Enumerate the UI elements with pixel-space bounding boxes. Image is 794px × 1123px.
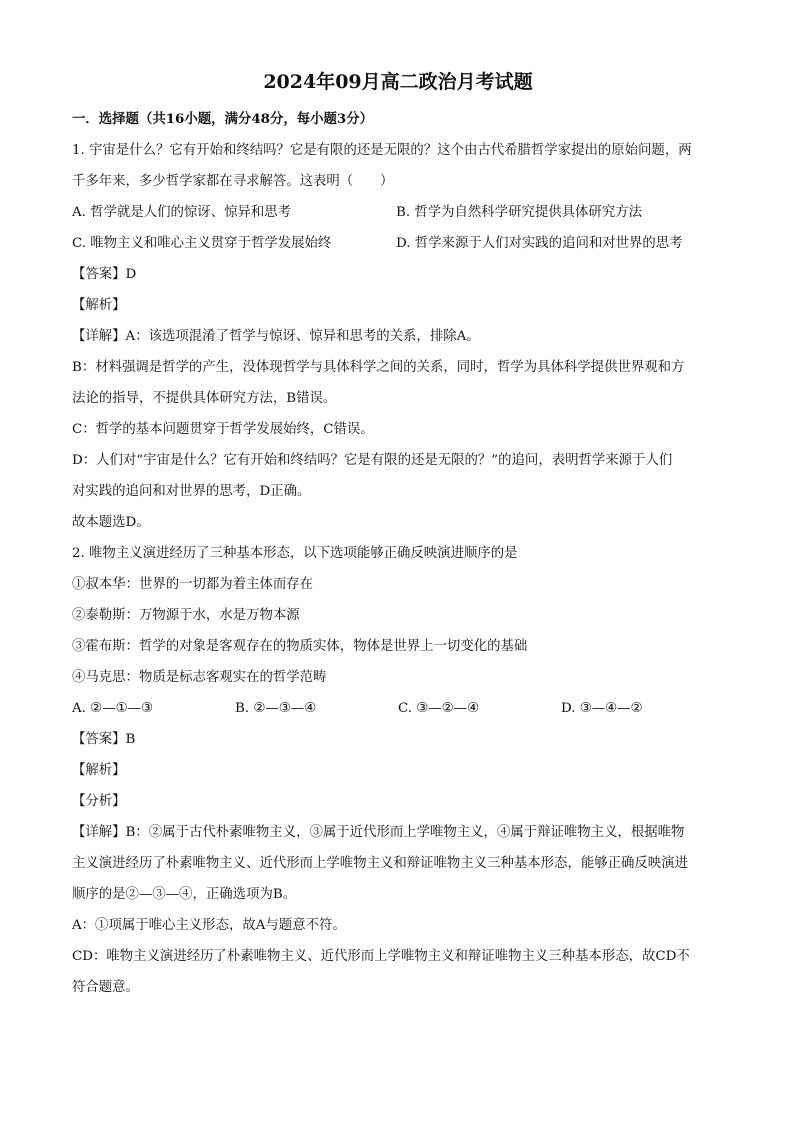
detail-c: C：哲学的基本问题贯穿于哲学发展始终，C错误。 — [72, 422, 374, 437]
detail-cd: 符合题意。 — [72, 980, 139, 995]
question-stem: 千多年来，多少哲学家都在寻求解答。这表明（ ） — [72, 174, 394, 189]
analysis-label: 【解析】 — [72, 763, 126, 778]
detail-b: 法论的指导，不提供具体研究方法，B错误。 — [72, 391, 337, 406]
answer: 【答案】D — [72, 267, 137, 282]
conclusion: 故本题选D。 — [72, 515, 150, 530]
page-title: 2024年09月高二政治月考试题 — [263, 71, 533, 93]
detail-b: 顺序的是②—③—④，正确选项为B。 — [72, 887, 297, 902]
question-stem: 1. 宇宙是什么？它有开始和终结吗？它是有限的还是无限的？这个由古代希腊哲学家提出的原始问题，两 — [72, 143, 692, 158]
option-c: C. ③—②—④ — [398, 701, 480, 716]
section-heading: 一．选择题（共16小题，满分48分，每小题3分） — [72, 111, 374, 127]
statement-item: ④马克思：物质是标志客观实在的哲学范畴 — [72, 670, 327, 685]
detail-a: A：①项属于唯心主义形态，故A与题意不符。 — [72, 918, 346, 933]
detail-a: 【详解】A：该选项混淆了哲学与惊讶、惊异和思考的关系，排除A。 — [72, 329, 480, 344]
option-a: A. ②—①—③ — [72, 701, 153, 716]
option-b: B. 哲学为自然科学研究提供具体研究方法 — [396, 205, 642, 220]
option-d: D. 哲学来源于人们对实践的追问和对世界的思考 — [396, 236, 683, 251]
analysis-label: 【解析】 — [72, 298, 126, 313]
detail-b: 主义演进经历了朴素唯物主义、近代形而上学唯物主义和辩证唯物主义三种基本形态，能够正确反映演进 — [72, 856, 688, 871]
option-b: B. ②—③—④ — [235, 701, 317, 716]
detail-b: B：材料强调是哲学的产生，没体现哲学与具体科学之间的关系，同时，哲学为具体科学提供世界观和方 — [72, 360, 685, 375]
breakdown-label: 【分析】 — [72, 794, 126, 809]
options-row — [72, 228, 724, 259]
detail-b: 【详解】B：②属于古代朴素唯物主义，③属于近代形而上学唯物主义，④属于辩证唯物主义，根据唯物 — [72, 825, 685, 840]
options-row — [72, 693, 724, 724]
option-c: C. 唯物主义和唯心主义贯穿于哲学发展始终 — [72, 236, 332, 251]
statement-item: ③霍布斯：哲学的对象是客观存在的物质实体，物体是世界上一切变化的基础 — [72, 639, 528, 654]
statement-item: ②泰勒斯：万物源于水，水是万物本源 — [72, 608, 300, 623]
option-d: D. ③—④—② — [561, 701, 643, 716]
options-row — [72, 197, 724, 228]
question-2 — [72, 538, 724, 1003]
question-1 — [72, 135, 724, 538]
answer: 【答案】B — [72, 732, 136, 747]
detail-d: D：人们对“宇宙是什么？它有开始和终结吗？它是有限的还是无限的？”的追问，表明哲学来源于人们 — [72, 453, 673, 468]
option-a: A. 哲学就是人们的惊讶、惊异和思考 — [72, 205, 292, 220]
statement-item: ①叔本华：世界的一切都为着主体而存在 — [72, 577, 314, 592]
question-stem: 2. 唯物主义演进经历了三种基本形态，以下选项能够正确反映演进顺序的是 — [72, 546, 518, 561]
detail-d: 对实践的追问和对世界的思考，D正确。 — [72, 484, 311, 499]
detail-cd: CD：唯物主义演进经历了朴素唯物主义、近代形而上学唯物主义和辩证唯物主义三种基本形态，故CD不 — [72, 949, 690, 964]
